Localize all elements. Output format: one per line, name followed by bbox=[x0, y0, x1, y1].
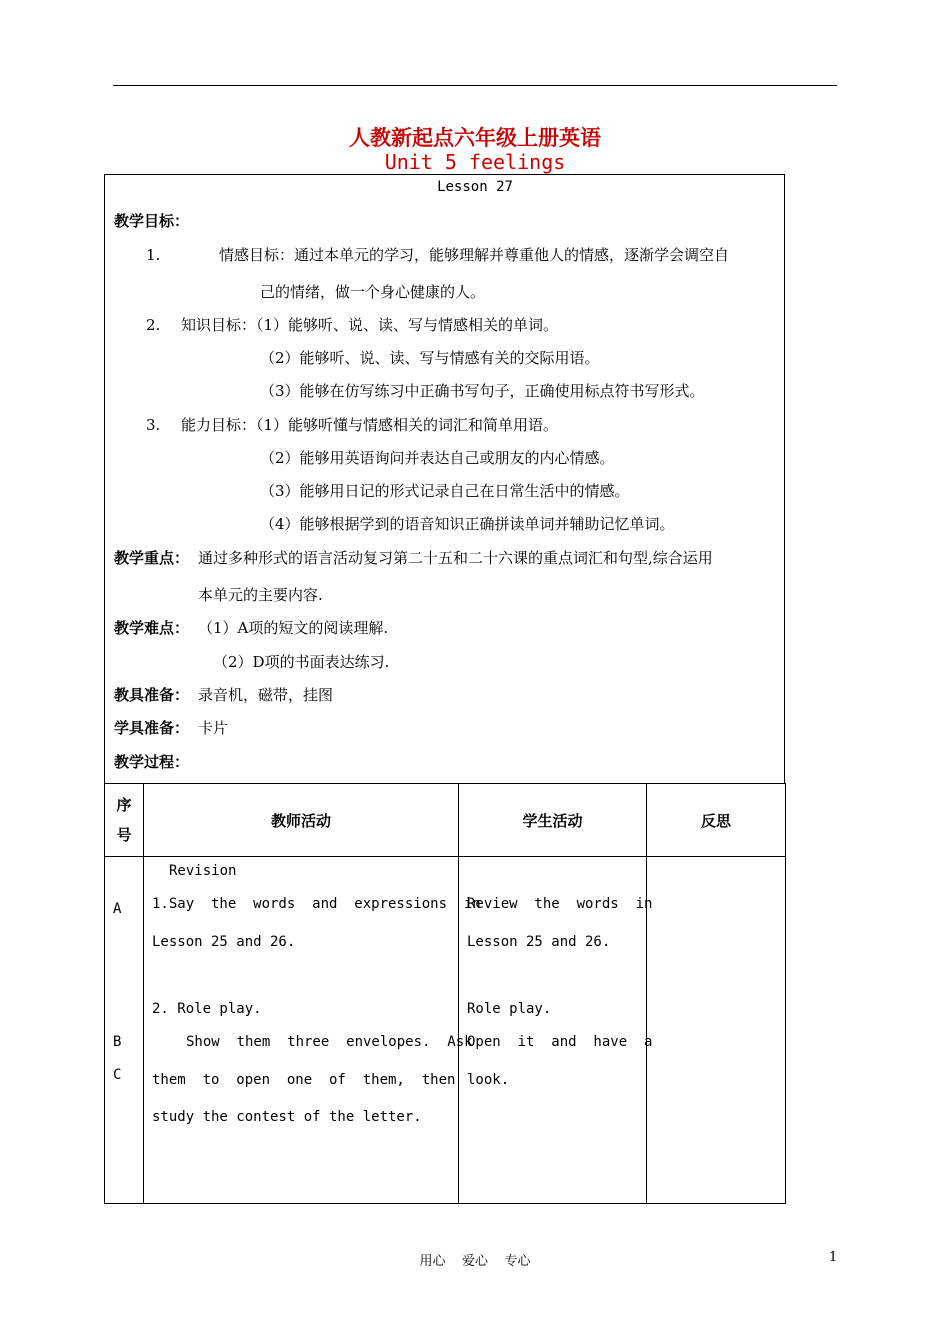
page-number: 1 bbox=[829, 1250, 838, 1265]
teacher-line-6: them to open one of them, then bbox=[152, 1072, 456, 1088]
difficulties-label: 教学难点： bbox=[114, 619, 190, 637]
teacher-activity-cell bbox=[144, 857, 481, 1204]
objective-3-sub-3: （3）能够用日记的形式记录自己在日常生活中的情感。 bbox=[260, 482, 630, 500]
teacher-prep-value: 录音机，磁带，挂图 bbox=[198, 686, 334, 704]
difficulties-line2: （2）D项的书面表达练习. bbox=[213, 653, 390, 671]
process-label: 教学过程： bbox=[114, 753, 190, 771]
student-prep-label: 学具准备： bbox=[114, 719, 190, 737]
key-points-label: 教学重点： bbox=[114, 549, 190, 567]
student-line-1: Review the words in bbox=[467, 896, 653, 912]
footer-motto: 用心 爱心 专心 bbox=[419, 1254, 531, 1269]
seq-b: B bbox=[113, 1034, 122, 1050]
student-prep-value: 卡片 bbox=[198, 719, 229, 737]
seq-cell bbox=[105, 857, 144, 1204]
header-teacher: 教师活动 bbox=[144, 784, 459, 857]
objective-1-number: 1. bbox=[146, 246, 161, 264]
header-student: 学生活动 bbox=[459, 784, 647, 857]
student-line-2: Lesson 25 and 26. bbox=[467, 934, 611, 950]
unit-title: Unit 5 feelings bbox=[384, 150, 566, 174]
teacher-line-5: Show them three envelopes. Ask bbox=[186, 1034, 473, 1050]
document-title: 人教新起点六年级上册英语 bbox=[349, 126, 601, 150]
objective-2-sub-3: （3）能够在仿写练习中正确书写句子，正确使用标点符书写形式。 bbox=[260, 382, 705, 400]
key-points-line1: 通过多种形式的语言活动复习第二十五和二十六课的重点词汇和句型,综合运用 bbox=[198, 549, 713, 567]
process-table bbox=[104, 783, 786, 1204]
objective-3-line1: 能力目标：（1）能够听懂与情感相关的词汇和简单用语。 bbox=[181, 416, 559, 434]
difficulties-line1: （1）A项的短文的阅读理解. bbox=[198, 619, 389, 637]
header-rule bbox=[113, 85, 837, 86]
header-reflection: 反思 bbox=[647, 784, 786, 857]
objective-1-line2: 己的情绪，做一个身心健康的人。 bbox=[260, 283, 486, 301]
objective-2-line1: 知识目标：（1）能够听、说、读、写与情感相关的单词。 bbox=[181, 316, 559, 334]
key-points-line2: 本单元的主要内容. bbox=[198, 586, 323, 604]
header-seq-top: 序 bbox=[116, 796, 132, 814]
header-seq bbox=[105, 784, 144, 857]
header-seq-bottom: 号 bbox=[116, 826, 132, 844]
teacher-line-2: 1.Say the words and expressions in bbox=[152, 896, 481, 912]
teacher-line-4: 2. Role play. bbox=[152, 1001, 262, 1017]
teacher-line-3: Lesson 25 and 26. bbox=[152, 934, 296, 950]
table-row bbox=[105, 857, 786, 1204]
seq-a: A bbox=[113, 901, 122, 917]
reflection-cell bbox=[647, 857, 786, 1204]
objective-2-number: 2. bbox=[146, 316, 161, 334]
objective-2-sub-2: （2）能够听、说、读、写与情感有关的交际用语。 bbox=[260, 349, 600, 367]
teacher-line-7: study the contest of the letter. bbox=[152, 1109, 422, 1125]
objective-3-sub-4: （4）能够根据学到的语音知识正确拼读单词并辅助记忆单词。 bbox=[260, 515, 675, 533]
objective-1-line1: 情感目标：通过本单元的学习，能够理解并尊重他人的情感，逐渐学会调空自 bbox=[219, 246, 730, 264]
table-header-row bbox=[105, 784, 786, 857]
lesson-number: Lesson 27 bbox=[437, 179, 513, 195]
teacher-line-1: Revision bbox=[169, 863, 237, 879]
objectives-label: 教学目标： bbox=[114, 212, 190, 230]
student-line-5: look. bbox=[467, 1072, 510, 1088]
student-line-3: Role play. bbox=[467, 1001, 552, 1017]
student-activity-cell bbox=[459, 857, 653, 1204]
objective-3-number: 3. bbox=[146, 416, 161, 434]
teacher-prep-label: 教具准备： bbox=[114, 686, 190, 704]
objective-3-sub-2: （2）能够用英语询问并表达自己或朋友的内心情感。 bbox=[260, 449, 615, 467]
student-line-4: Open it and have a bbox=[467, 1034, 653, 1050]
seq-c: C bbox=[113, 1067, 122, 1083]
